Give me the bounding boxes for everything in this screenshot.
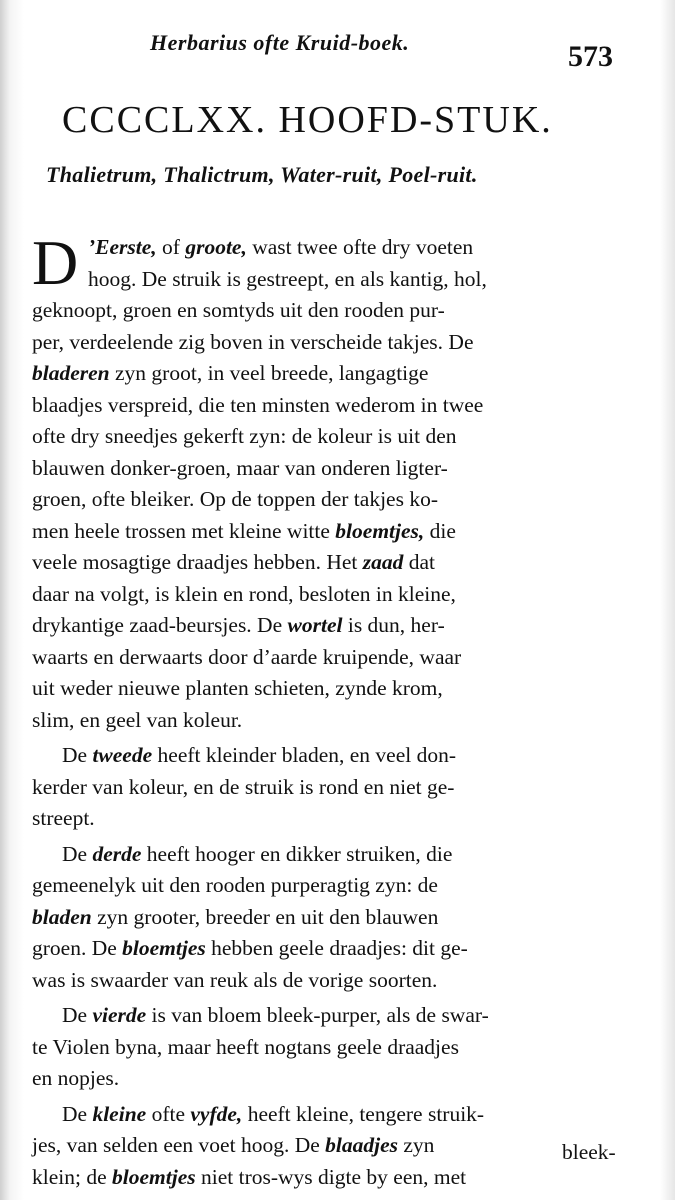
text-run: gemeenelyk uit den rooden purperagtig zyn: de [32, 873, 438, 897]
text-run: te Violen byna, maar heeft nogtans geele draadjes [32, 1034, 459, 1059]
text-line [32, 232, 632, 264]
text-run: hebben geele draadjes: dit ge- [211, 936, 468, 960]
chapter-title: CCCCLXX. HOOFD-STUK. [62, 99, 553, 141]
text-run: De [62, 1101, 93, 1126]
italic-term: zaad [362, 550, 409, 574]
text-line [32, 516, 632, 548]
text-run: jes, van selden een voet hoog. De [32, 1133, 326, 1157]
text-run: ofte [151, 1101, 191, 1126]
text-line [32, 642, 632, 674]
text-run: blauwen donker-groen, maar van onderen ligter- [32, 455, 448, 480]
chapter-subtitle: Thalietrum, Thalictrum, Water-ruit, Poel-ruit. [46, 162, 478, 187]
paragraph [32, 1000, 632, 1095]
italic-term: bloemtjes [122, 936, 212, 960]
italic-term: tweede [92, 743, 158, 767]
text-run: groen. De [32, 936, 123, 960]
text-run: groen, ofte bleiker. Op de toppen der takjes ko- [32, 487, 438, 511]
text-line [32, 421, 632, 453]
page-number: 573 [568, 40, 613, 73]
text-run: per, verdeelende zig boven in verscheide takjes. De [32, 329, 474, 354]
text-line [32, 705, 632, 737]
text-line [32, 390, 632, 422]
text-line [32, 327, 632, 359]
text-run: dat [408, 550, 436, 574]
text-line [32, 902, 632, 934]
italic-term: bloemtjes [112, 1164, 201, 1189]
text-run: ofte dry sneedjes gekerft zyn: de koleur is uit den [32, 424, 457, 448]
text-run: blaadjes verspreid, die ten minsten wederom in twee [32, 392, 484, 417]
text-line [32, 1063, 632, 1095]
text-run: drykantige zaad-beursjes. De [32, 613, 288, 637]
text-run: zyn groot, in veel breede, langagtige [115, 361, 429, 385]
text-line [32, 484, 632, 516]
text-run: die [429, 518, 456, 543]
body-text [32, 227, 632, 1193]
text-run: slim, en geel van koleur. [32, 707, 243, 732]
paragraph [32, 1099, 632, 1194]
text-line [32, 358, 632, 390]
text-line [32, 740, 632, 772]
text-run: kerder van koleur, en de struik is rond en niet ge- [32, 774, 455, 799]
text-run: waarts en derwaarts door d’aarde kruipende, waar [32, 644, 462, 669]
text-line [32, 1130, 632, 1162]
text-run: of [162, 235, 186, 259]
text-run: niet tros-wys digte by een, met [201, 1164, 467, 1189]
text-run: geknoopt, groen en somtyds uit den rooden pur- [32, 298, 445, 322]
italic-term: derde [92, 841, 147, 866]
text-run: uit weder nieuwe planten schieten, zynde krom, [32, 676, 443, 700]
text-run: daar na volgt, is klein en rond, besloten in kleine, [32, 581, 456, 606]
text-line [32, 264, 632, 296]
text-run: heeft kleine, tengere struik- [247, 1101, 485, 1126]
italic-term: blaadjes [325, 1133, 404, 1157]
italic-term: bloemtjes, [335, 518, 430, 543]
italic-term: bladeren [32, 361, 116, 385]
catchword: bleek- [562, 1140, 616, 1164]
text-line [32, 547, 632, 579]
text-line [32, 870, 632, 902]
text-line [32, 610, 632, 642]
italic-term: ’Eerste, [88, 235, 163, 259]
italic-term: vierde [92, 1003, 152, 1027]
italic-term: bladen [32, 904, 98, 929]
text-line [32, 1162, 632, 1194]
text-run: De [62, 841, 93, 866]
text-run: is van bloem bleek-purper, als de swar- [151, 1003, 489, 1027]
text-run: en nopjes. [32, 1066, 120, 1090]
text-run: men heele trossen met kleine witte [32, 518, 336, 543]
text-run: De [62, 743, 93, 767]
paragraph [32, 839, 632, 997]
italic-term: wortel [287, 613, 348, 637]
text-run: streept. [32, 806, 95, 830]
text-line [32, 1000, 632, 1032]
text-line [32, 453, 632, 485]
drop-cap: D [32, 227, 79, 298]
text-line [32, 772, 632, 804]
text-line [32, 295, 632, 327]
text-run: veele mosagtige draadjes hebben. Het [32, 550, 363, 574]
text-line [32, 839, 632, 871]
text-run: De [62, 1003, 93, 1027]
text-line [32, 1099, 632, 1131]
text-line [32, 933, 632, 965]
text-line [32, 803, 632, 835]
italic-term: vyfde, [190, 1101, 248, 1126]
text-run: is dun, her- [347, 613, 445, 637]
running-head: Herbarius ofte Kruid-boek. [150, 30, 410, 55]
text-run: heeft hooger en dikker struiken, die [146, 841, 453, 866]
italic-term: kleine [92, 1101, 152, 1126]
text-run: klein; de [32, 1164, 113, 1189]
text-run: heeft kleinder bladen, en veel don- [157, 743, 457, 767]
text-run: hoog. De struik is gestreept, en als kantig, hol, [88, 266, 487, 291]
italic-term: groote, [185, 235, 253, 259]
text-run: wast twee ofte dry voeten [252, 235, 474, 259]
text-run: zyn grooter, breeder en uit den blauwen [97, 904, 439, 929]
text-line [32, 673, 632, 705]
text-line [32, 579, 632, 611]
text-run: was is swaarder van reuk als de vorige soorten. [32, 967, 438, 992]
paragraph [32, 740, 632, 835]
text-run: zyn [403, 1133, 435, 1157]
text-line [32, 965, 632, 997]
paragraph [32, 227, 632, 736]
text-line [32, 1032, 632, 1064]
